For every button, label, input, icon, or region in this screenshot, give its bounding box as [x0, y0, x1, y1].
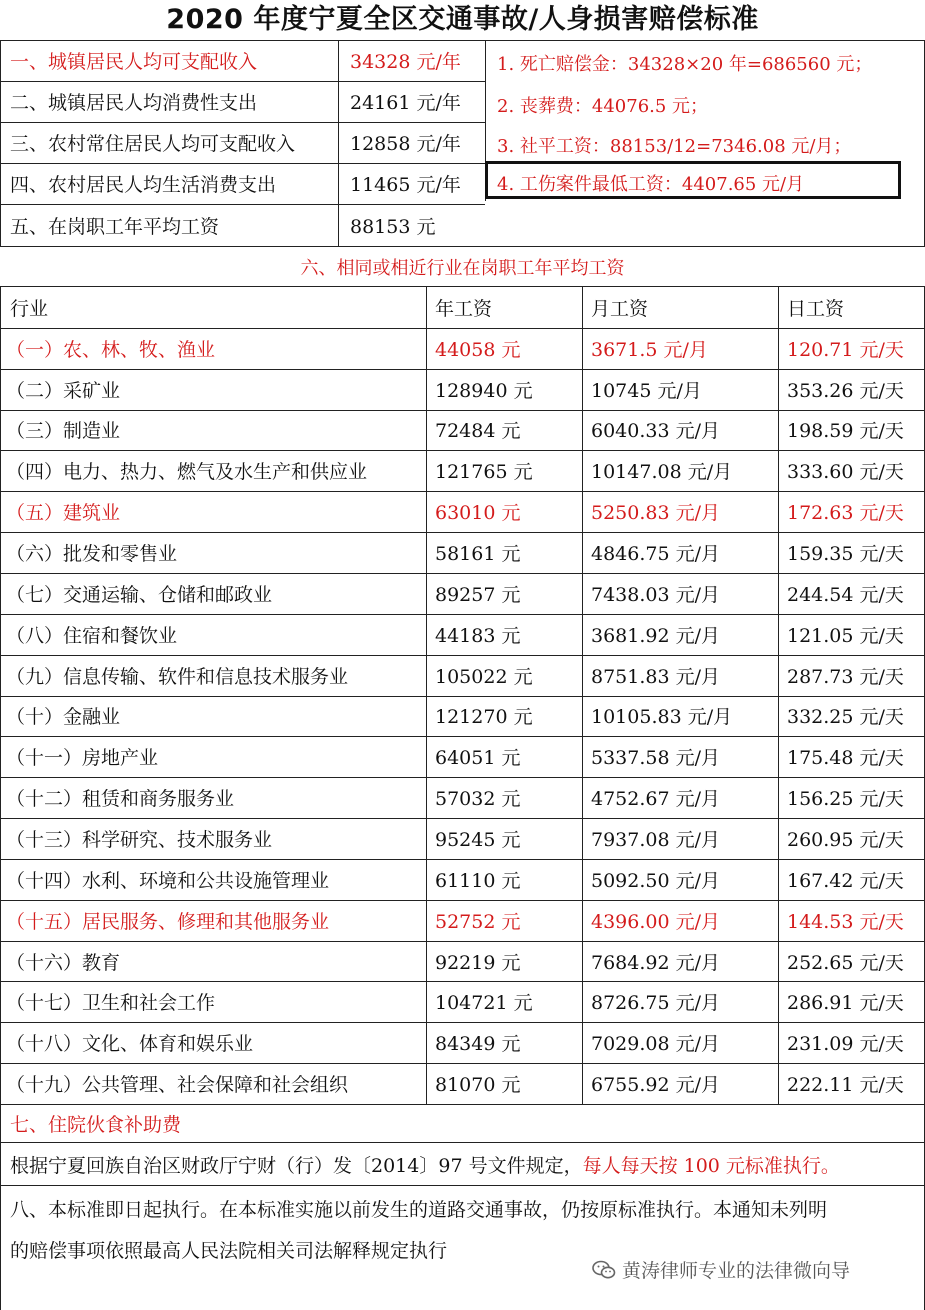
annual-wage: 72484 元: [435, 420, 521, 443]
monthly-wage: 8751.83 元/月: [591, 665, 721, 688]
daily-wage: 244.54 元/天: [787, 583, 904, 606]
income-item-label: 一、城镇居民人均可支配收入: [10, 51, 258, 73]
monthly-wage: 4752.67 元/月: [591, 788, 721, 811]
income-item-value: 11465 元/年: [350, 174, 461, 196]
table-rule: [426, 286, 427, 1104]
monthly-wage: 4396.00 元/月: [591, 910, 721, 933]
industry-name: （十八）文化、体育和娱乐业: [6, 1033, 254, 1056]
daily-wage: 286.91 元/天: [787, 992, 904, 1015]
industry-name: （十四）水利、环境和公共设施管理业: [6, 869, 330, 892]
industry-name: （十）金融业: [6, 706, 121, 729]
annual-wage: 121765 元: [435, 461, 533, 484]
monthly-wage: 10147.08 元/月: [591, 461, 733, 484]
monthly-wage: 6755.92 元/月: [591, 1074, 721, 1097]
industry-name: （十一）房地产业: [6, 747, 159, 770]
monthly-wage: 4846.75 元/月: [591, 543, 721, 566]
daily-wage: 144.53 元/天: [787, 910, 904, 933]
annual-wage: 52752 元: [435, 910, 521, 933]
income-item-label: 三、农村常住居民人均可支配收入: [10, 133, 296, 155]
daily-wage: 159.35 元/天: [787, 543, 904, 566]
daily-wage: 156.25 元/天: [787, 788, 904, 811]
industry-name: （一）农、林、牧、渔业: [6, 338, 216, 361]
income-item-value: 24161 元/年: [350, 92, 461, 114]
income-item-value: 12858 元/年: [350, 133, 461, 155]
daily-wage: 198.59 元/天: [787, 420, 904, 443]
table-rule: [778, 286, 779, 1104]
annual-wage: 92219 元: [435, 951, 521, 974]
industry-name: （十三）科学研究、技术服务业: [6, 828, 273, 851]
income-item-label: 二、城镇居民人均消费性支出: [10, 92, 258, 114]
industry-name: （十五）居民服务、修理和其他服务业: [6, 910, 330, 933]
min-wage-highlight-box: [485, 161, 901, 199]
section8-line2: 的赔偿事项依照最高人民法院相关司法解释规定执行: [10, 1239, 448, 1262]
annual-wage: 81070 元: [435, 1074, 521, 1097]
industry-name: （四）电力、热力、燃气及水生产和供应业: [6, 461, 368, 484]
column-header: 月工资: [591, 297, 649, 320]
industry-name: （六）批发和零售业: [6, 543, 178, 566]
daily-wage: 222.11 元/天: [787, 1074, 904, 1097]
monthly-wage: 10105.83 元/月: [591, 706, 733, 729]
industry-name: （五）建筑业: [6, 502, 121, 525]
table-rule: [582, 286, 583, 1104]
monthly-wage: 5337.58 元/月: [591, 747, 721, 770]
compensation-note: 2. 丧葬费：44076.5 元；: [497, 96, 709, 117]
monthly-wage: 10745 元/月: [591, 379, 702, 402]
annual-wage: 44183 元: [435, 624, 521, 647]
industry-name: （三）制造业: [6, 420, 121, 443]
daily-wage: 172.63 元/天: [787, 502, 904, 525]
industry-name: （十六）教育: [6, 951, 121, 974]
section7-text-highlight: 每人每天按 100 元标准执行。: [582, 1154, 840, 1177]
annual-wage: 84349 元: [435, 1033, 521, 1056]
daily-wage: 353.26 元/天: [787, 379, 904, 402]
wechat-icon: [592, 1260, 616, 1280]
industry-name: （二）采矿业: [6, 379, 121, 402]
daily-wage: 121.05 元/天: [787, 624, 904, 647]
compensation-note: 3. 社平工资：88153/12=7346.08 元/月；: [497, 136, 852, 157]
income-item-label: 五、在岗职工年平均工资: [10, 215, 220, 238]
column-header: 年工资: [435, 297, 493, 320]
annual-wage: 128940 元: [435, 379, 533, 402]
industry-name: （十七）卫生和社会工作: [6, 992, 216, 1015]
monthly-wage: 8726.75 元/月: [591, 992, 721, 1015]
annual-wage: 105022 元: [435, 665, 533, 688]
industry-name: （七）交通运输、仓储和邮政业: [6, 583, 273, 606]
industry-name: （八）住宿和餐饮业: [6, 624, 178, 647]
compensation-note: 4. 工伤案件最低工资：4407.65 元/月: [497, 174, 805, 195]
income-item-value: 88153 元: [350, 215, 436, 238]
table-rule: [0, 40, 1, 246]
daily-wage: 252.65 元/天: [787, 951, 904, 974]
income-item-label: 四、农村居民人均生活消费支出: [10, 174, 277, 196]
industry-name: （九）信息传输、软件和信息技术服务业: [6, 665, 349, 688]
annual-wage: 104721 元: [435, 992, 533, 1015]
monthly-wage: 3681.92 元/月: [591, 624, 721, 647]
monthly-wage: 7937.08 元/月: [591, 828, 721, 851]
daily-wage: 333.60 元/天: [787, 461, 904, 484]
column-header: 日工资: [787, 297, 845, 320]
monthly-wage: 5250.83 元/月: [591, 502, 721, 525]
table-rule: [0, 286, 1, 1104]
column-header: 行业: [10, 297, 49, 320]
watermark-text: 黄涛律师专业的法律微向导: [622, 1260, 851, 1282]
income-item-value: 34328 元/年: [350, 51, 461, 73]
annual-wage: 121270 元: [435, 706, 533, 729]
monthly-wage: 7684.92 元/月: [591, 951, 721, 974]
daily-wage: 167.42 元/天: [787, 869, 904, 892]
annual-wage: 58161 元: [435, 543, 521, 566]
monthly-wage: 5092.50 元/月: [591, 869, 721, 892]
section7-title: 七、住院伙食补助费: [10, 1113, 182, 1136]
monthly-wage: 7438.03 元/月: [591, 583, 721, 606]
daily-wage: 231.09 元/天: [787, 1033, 904, 1056]
page-title: 2020 年度宁夏全区交通事故/人身损害赔偿标准: [166, 4, 759, 35]
section7-text-prefix: 根据宁夏回族自治区财政厅宁财（行）发〔2014〕97 号文件规定，: [10, 1154, 583, 1177]
annual-wage: 57032 元: [435, 788, 521, 811]
table-rule: [0, 1104, 1, 1310]
compensation-note: 1. 死亡赔偿金：34328×20 年=686560 元；: [497, 54, 873, 75]
industry-name: （十二）租赁和商务服务业: [6, 788, 235, 811]
annual-wage: 44058 元: [435, 338, 521, 361]
annual-wage: 64051 元: [435, 747, 521, 770]
annual-wage: 95245 元: [435, 828, 521, 851]
section7-text: [0, 1143, 925, 1185]
daily-wage: 260.95 元/天: [787, 828, 904, 851]
daily-wage: 287.73 元/天: [787, 665, 904, 688]
daily-wage: 332.25 元/天: [787, 706, 904, 729]
table-rule: [338, 40, 339, 246]
monthly-wage: 3671.5 元/月: [591, 338, 708, 361]
monthly-wage: 6040.33 元/月: [591, 420, 721, 443]
monthly-wage: 7029.08 元/月: [591, 1033, 721, 1056]
annual-wage: 61110 元: [435, 869, 521, 892]
watermark: [592, 1256, 850, 1283]
annual-wage: 63010 元: [435, 502, 521, 525]
section8-line1: 八、本标准即日起执行。在本标准实施以前发生的道路交通事故，仍按原标准执行。本通知未列明: [10, 1198, 828, 1221]
industry-name: （十九）公共管理、社会保障和社会组织: [6, 1074, 349, 1097]
industry-section-title: 六、相同或相近行业在岗职工年平均工资: [300, 257, 625, 279]
annual-wage: 89257 元: [435, 583, 521, 606]
daily-wage: 175.48 元/天: [787, 747, 904, 770]
daily-wage: 120.71 元/天: [787, 338, 904, 361]
